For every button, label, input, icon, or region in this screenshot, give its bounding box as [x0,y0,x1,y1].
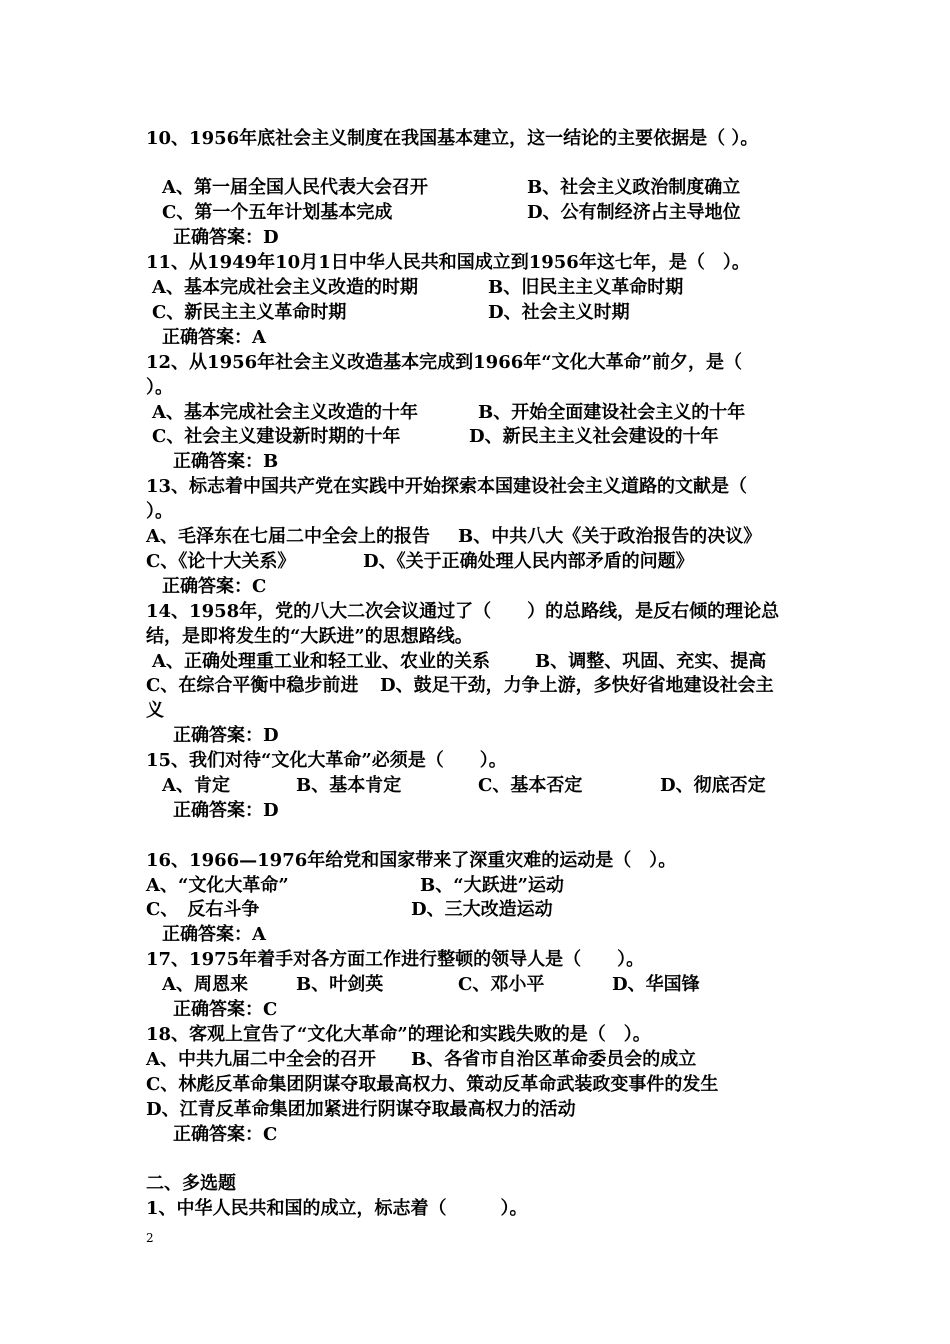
question-10-option-d: D、公有制经济占主导地位 [527,202,741,223]
question-18-answer: 正确答案：C [173,1124,278,1145]
question-11-stem: 11、从1949年10月1日中华人民共和国成立到1956年这七年，是（ ）。 [146,252,750,273]
question-10-stem: 10、1956年底社会主义制度在我国基本建立，这一结论的主要依据是（ ）。 [146,128,759,149]
question-11-answer: 正确答案：A [162,327,266,348]
question-11-option-b: B、旧民主主义革命时期 [488,277,684,298]
section-heading: 二、多选题 [146,1173,236,1194]
question-10-option-c: C、第一个五年计划基本完成 [162,202,393,223]
question-13-stem-cont: ）。 [146,501,173,522]
question-16-stem: 16、1966—1976年给党和国家带来了深重灾难的运动是（ ）。 [146,850,677,871]
question-13-answer: 正确答案：C [162,576,267,597]
page-number: 2 [146,1231,154,1245]
multi-question-1-stem: 1、中华人民共和国的成立，标志着（ ）。 [146,1198,528,1219]
question-11-option-a: A、基本完成社会主义改造的时期 [152,277,418,298]
question-16-answer: 正确答案：A [162,924,266,945]
question-17-answer: 正确答案：C [173,999,278,1020]
question-11-option-d: D、社会主义时期 [488,302,630,323]
question-17-stem: 17、1975年着手对各方面工作进行整顿的领导人是（ ）。 [146,949,645,970]
question-12-answer: 正确答案：B [173,451,279,472]
question-10-answer: 正确答案：D [173,227,279,248]
question-10-option-a: A、第一届全国人民代表大会召开 [162,177,428,198]
question-13-option-c: C、《论十大关系》 [146,551,296,572]
question-16-option-a: A、“文化大革命” [146,875,289,896]
question-14-option-d-cont: 义 [146,700,164,721]
question-17-option-a: A、周恩来 [162,974,248,995]
question-15-answer: 正确答案：D [173,800,279,821]
question-14-option-a: A、正确处理重工业和轻工业、农业的关系 [152,651,490,672]
question-18-option-a: A、中共九届二中全会的召开 [146,1049,376,1070]
question-12-stem: 12、从1956年社会主义改造基本完成到1966年“文化大革命”前夕，是（ [146,352,742,373]
question-17-option-d: D、华国锋 [612,974,700,995]
question-12-option-d: D、新民主主义社会建设的十年 [469,426,719,447]
question-14-stem-cont: 结，是即将发生的“大跃进”的思想路线。 [146,626,473,647]
question-14-option-c: C、在综合平衡中稳步前进 [146,675,359,696]
question-17-option-b: B、叶剑英 [296,974,384,995]
question-13-option-a: A、毛泽东在七届二中全会上的报告 [146,526,430,547]
question-16-option-c: C、 反右斗争 [146,899,260,920]
question-18-stem: 18、客观上宣告了“文化大革命”的理论和实践失败的是（ ）。 [146,1024,651,1045]
question-15-stem: 15、我们对待“文化大革命”必须是（ ）。 [146,750,507,771]
question-14-option-b: B、调整、巩固、充实、提高 [535,651,767,672]
question-14-stem: 14、1958年，党的八大二次会议通过了（ ）的总路线，是反右倾的理论总 [146,601,780,622]
question-15-option-a: A、肯定 [162,775,230,796]
question-15-option-b: B、基本肯定 [296,775,402,796]
question-18-option-b: B、各省市自治区革命委员会的成立 [411,1049,697,1070]
question-15-option-c: C、基本否定 [478,775,583,796]
question-17-option-c: C、邓小平 [458,974,545,995]
question-12-option-b: B、开始全面建设社会主义的十年 [478,402,746,423]
question-15-option-d: D、彻底否定 [660,775,766,796]
question-11-option-c: C、新民主主义革命时期 [152,302,347,323]
question-12-option-a: A、基本完成社会主义改造的十年 [152,402,418,423]
question-13-stem: 13、标志着中国共产党在实践中开始探索本国建设社会主义道路的文献是（ [146,476,748,497]
question-18-option-d: D、江青反革命集团加紧进行阴谋夺取最高权力的活动 [146,1099,576,1120]
question-12-option-c: C、社会主义建设新时期的十年 [152,426,401,447]
question-14-answer: 正确答案：D [173,725,279,746]
question-12-stem-cont: ）。 [146,377,173,398]
question-14-option-d: D、鼓足干劲，力争上游，多快好省地建设社会主 [380,675,774,696]
question-18-option-c: C、林彪反革命集团阴谋夺取最高权力、策动反革命武装政变事件的发生 [146,1074,719,1095]
question-13-option-d: D、《关于正确处理人民内部矛盾的问题》 [363,551,694,572]
question-16-option-d: D、三大改造运动 [411,899,553,920]
question-10-option-b: B、社会主义政治制度确立 [527,177,741,198]
question-16-option-b: B、“大跃进”运动 [420,875,564,896]
question-13-option-b: B、中共八大《关于政治报告的决议》 [458,526,762,547]
